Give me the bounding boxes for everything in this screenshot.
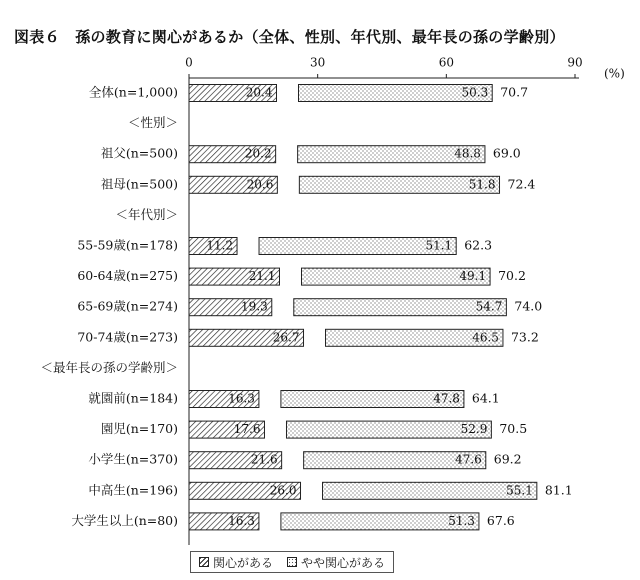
x-tick-label: 90 <box>567 55 583 70</box>
x-tick-label: 0 <box>185 55 193 70</box>
total-label: 74.0 <box>514 298 543 314</box>
row-label: 祖父(n=500) <box>100 145 178 161</box>
legend-label-interested: 関心がある <box>213 555 274 570</box>
row-label: 祖母(n=500) <box>100 176 178 192</box>
x-axis-unit-label: (%) <box>604 66 625 81</box>
value-label-interested: 11.2 <box>206 238 234 253</box>
total-label: 70.5 <box>499 421 528 437</box>
x-tick-label: 30 <box>310 55 326 70</box>
legend-swatch-hatched <box>199 557 209 567</box>
row-label: 65-69歳(n=274) <box>77 298 178 314</box>
chart-title: 図表６ 孫の教育に関心があるか（全体、性別、年代別、最年長の孫の学齢別） <box>14 28 565 46</box>
value-label-interested: 17.6 <box>233 422 261 437</box>
value-label-somewhat-interested: 51.3 <box>448 513 475 528</box>
row-label: 大学生以上(n=80) <box>71 512 178 528</box>
total-label: 70.2 <box>498 268 526 284</box>
value-label-somewhat-interested: 50.3 <box>461 85 489 100</box>
value-label-somewhat-interested: 51.8 <box>468 177 496 192</box>
bar-segment-somewhat-interested <box>294 299 507 316</box>
row-label: 70-74歳(n=273) <box>77 329 178 345</box>
legend-item-interested <box>199 554 273 571</box>
x-tick-label: 60 <box>438 55 454 70</box>
total-label: 70.7 <box>500 84 529 100</box>
value-label-interested: 26.7 <box>272 330 300 345</box>
total-label: 73.2 <box>510 329 539 345</box>
row-label: 就園前(n=184) <box>88 390 178 406</box>
value-label-somewhat-interested: 47.6 <box>455 452 482 467</box>
value-label-somewhat-interested: 55.1 <box>506 483 533 498</box>
value-label-interested: 16.3 <box>228 391 255 406</box>
value-label-somewhat-interested: 47.8 <box>433 391 460 406</box>
total-label: 69.0 <box>492 145 521 161</box>
value-label-interested: 19.3 <box>241 299 268 314</box>
row-label: 小学生(n=370) <box>88 451 178 467</box>
group-header-label: ＜最年長の孫の学齢別＞ <box>40 359 178 375</box>
row-label: 全体(n=1,000) <box>88 84 178 100</box>
value-label-somewhat-interested: 49.1 <box>459 269 487 284</box>
row-label: 55-59歳(n=178) <box>77 237 178 253</box>
total-label: 69.2 <box>493 451 522 467</box>
group-header-label: ＜年代別＞ <box>115 206 178 222</box>
total-label: 67.6 <box>486 512 515 528</box>
value-label-interested: 20.4 <box>245 85 273 100</box>
row-label: 60-64歳(n=275) <box>77 268 178 284</box>
total-label: 81.1 <box>544 482 573 498</box>
value-label-interested: 20.2 <box>244 146 272 161</box>
total-label: 72.4 <box>507 176 536 192</box>
value-label-interested: 26.0 <box>269 483 297 498</box>
legend-label-somewhat-interested: やや関心がある <box>301 555 386 570</box>
value-label-somewhat-interested: 51.1 <box>425 238 453 253</box>
total-label: 62.3 <box>464 237 493 253</box>
group-header-label: ＜性別＞ <box>127 115 178 131</box>
value-label-interested: 21.6 <box>250 452 278 467</box>
legend-swatch-dotted <box>287 557 297 567</box>
value-label-interested: 20.6 <box>246 177 274 192</box>
bar-segment-somewhat-interested <box>323 482 537 499</box>
value-label-somewhat-interested: 48.8 <box>454 146 481 161</box>
value-label-somewhat-interested: 46.5 <box>472 330 499 345</box>
row-label: 中高生(n=196) <box>88 482 178 498</box>
row-label: 園児(n=170) <box>100 421 178 437</box>
value-label-interested: 16.3 <box>228 513 255 528</box>
value-label-somewhat-interested: 52.9 <box>460 422 488 437</box>
value-label-somewhat-interested: 54.7 <box>475 299 503 314</box>
total-label: 64.1 <box>471 390 500 406</box>
legend <box>190 551 394 573</box>
legend-item-somewhat-interested <box>287 554 385 571</box>
value-label-interested: 21.1 <box>248 269 276 284</box>
